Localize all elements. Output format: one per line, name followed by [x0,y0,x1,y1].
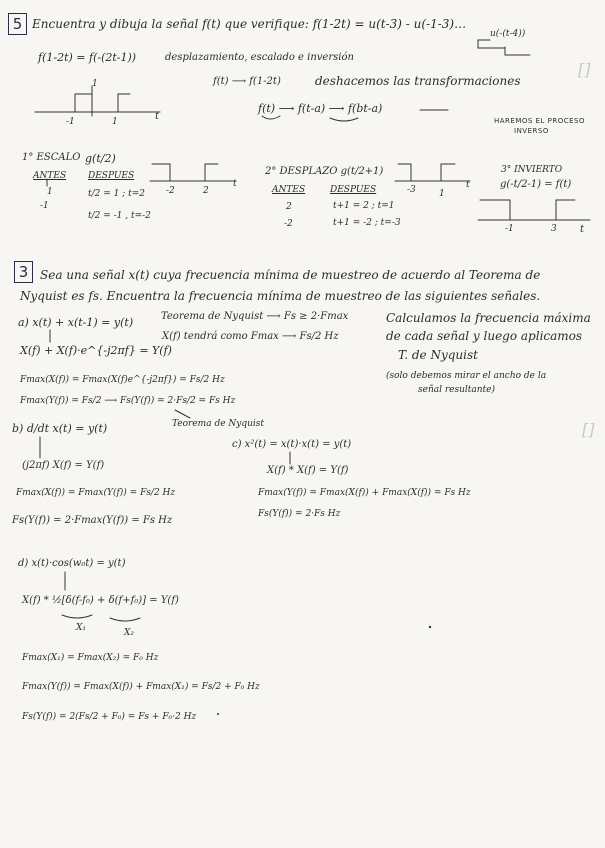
step2-antes: ANTES [272,185,306,195]
nyquist-line-2: X(f) tendrá como Fmax ⟶ Fs/2 Hz [162,331,339,342]
step2-row2-b: t+1 = -2 ; t=-3 [333,218,401,228]
right-note-3: T. de Nyquist [398,348,478,362]
step1-despues: DESPUES [88,171,135,181]
problem-3-number: 3 [14,261,33,283]
line-2-a: f(t) ⟶ f(1-2t) [213,76,281,87]
step1-tick-2: 2 [203,186,209,196]
step1-row1-b: t/2 = 1 ; t=2 [88,189,146,199]
step1-title: 1° ESCALO [22,152,81,163]
part-c-title: c) x²(t) = x(t)·x(t) = y(t) [232,439,352,450]
step3-title: 3° INVIERTO [501,165,563,175]
part-d-x2: X₂ [124,628,135,638]
step2-despues: DESPUES [330,185,377,195]
part-c-line-3: Fs(Y(f)) = 2·Fs Hz [258,509,341,519]
part-d-line-3: Fmax(Y(f)) = Fmax(X(f)) + Fmax(X₁) = Fs/2 + F₀ Hz [22,682,260,692]
part-d-line-2: Fmax(X₁) = Fmax(X₂) = F₀ Hz [22,653,159,663]
right-note-2: de cada señal y luego aplicamos [386,329,583,343]
step2-row1-a: 2 [286,202,292,212]
top-plot-tick-m1: -1 [66,117,75,127]
step2-axis: t [466,180,470,190]
problem-3-statement-1: Sea una señal x(t) cuya frecuencia mínima de muestreo de acuerdo al Teorema de [40,268,541,282]
line-2-b: deshacemos las transformaciones [315,74,521,88]
step3-tick-3: 3 [551,224,557,234]
step2-tick-1: 1 [439,189,445,199]
part-c-line-2: Fmax(Y(f)) = Fmax(X(f)) + Fmax(X(f)) = Fs Hz [258,488,471,498]
right-note-5: señal resultante) [418,385,496,395]
step1-row2-b: t/2 = -1 , t=-2 [88,211,151,221]
part-a-line-1: Fmax(X(f)) = Fmax(X(f)e^{-j2πf}) = Fs/2 Hz [20,375,225,385]
part-c-line-1: X(f) * X(f) = Y(f) [267,465,349,476]
corner-note: u(-(t-4)) [490,29,526,39]
part-d-title: d) x(t)·cos(w₀t) = y(t) [18,558,126,569]
part-b-line-3: Fs(Y(f)) = 2·Fmax(Y(f)) = Fs Hz [12,515,173,526]
line-1-note: desplazamiento, escalado e inversión [165,52,354,63]
part-a-fourier: X(f) + X(f)·e^{-j2πf} = Y(f) [20,344,172,357]
part-a-line-2: Fmax(Y(f)) = Fs/2 ⟶ Fs(Y(f)) = 2·Fs/2 = Fs Hz [20,396,236,406]
step1-row1-a: 1 [47,187,53,197]
part-b-line-1: (j2πf) X(f) = Y(f) [22,460,105,471]
part-d-line-4: Fs(Y(f)) = 2(Fs/2 + F₀) = Fs + F₀·2 Hz [22,712,197,722]
part-b-line-2: Fmax(X(f)) = Fmax(Y(f)) = Fs/2 Hz [16,488,176,498]
part-a-title: a) x(t) + x(t-1) = y(t) [18,316,134,329]
inverse-note-1: HAREMOS EL PROCESO [494,117,585,125]
problem-5-statement: Encuentra y dibuja la señal f(t) que verifique: f(1-2t) = u(t-3) - u(-1-3)… [32,17,467,31]
problem-3-statement-2: Nyquist es fs. Encuentra la frecuencia mínima de muestreo de las siguientes señales. [20,289,541,303]
step2-tick-m3: -3 [407,185,416,195]
step3-axis: t [580,224,585,235]
top-plot-axis: t [155,111,160,122]
line-1: f(1-2t) = f(-(2t-1)) [38,51,137,64]
bleed-through-mark-2: [] [582,420,595,439]
part-a-note: Teorema de Nyquist [172,419,265,429]
step2-row2-a: -2 [284,219,293,229]
part-d-line-1: X(f) * ½[δ(f-f₀) + δ(f+f₀)] = Y(f) [22,595,179,606]
right-note-1: Calculamos la frecuencia máxima [386,311,591,325]
step1-row2-a: -1 [40,201,49,211]
nyquist-title: Teorema de Nyquist ⟶ Fs ≥ 2·Fmax [161,311,349,322]
problem-5-number: 5 [8,13,27,35]
step1-tick-m2: -2 [166,186,175,196]
step3-expr: g(-t/2-1) = f(t) [500,179,572,190]
top-plot-one: 1 [92,79,98,89]
step2-row1-b: t+1 = 2 ; t=1 [333,201,395,211]
inverse-note-2: INVERSO [514,127,549,135]
step1-antes: ANTES [33,171,67,181]
step2-title: 2° DESPLAZO g(t/2+1) [265,166,384,177]
part-b-title: b) d/dt x(t) = y(t) [12,422,108,435]
right-note-4: (solo debemos mirar el ancho de la [386,371,547,381]
bleed-through-mark: [] [578,60,591,79]
transform-chain: f(t) ⟶ f(t-a) ⟶ f(bt-a) [258,102,383,115]
top-plot-tick-1: 1 [112,117,118,127]
step1-expr: g(t/2) [85,152,116,165]
step3-tick-m1: -1 [505,224,514,234]
part-d-x1: X₁ [76,623,87,633]
step1-axis: t [233,179,237,189]
